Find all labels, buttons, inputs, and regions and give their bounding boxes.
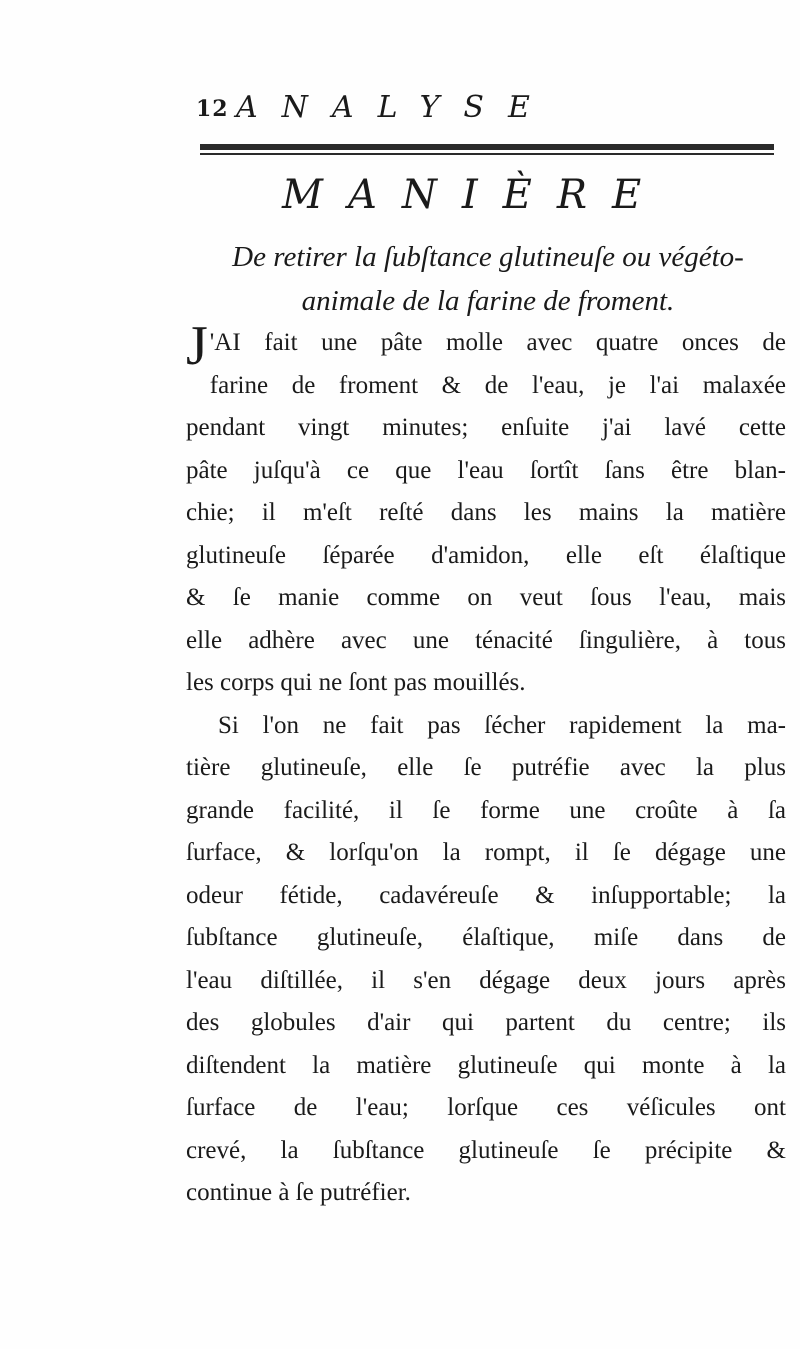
text-line: ſurface de l'eau; lorſque ces véſicules ont — [186, 1094, 786, 1121]
text-line: pâte juſqu'à ce que l'eau ſortît ſans être blan- — [186, 456, 786, 484]
text-line: l'eau diſtillée, il s'en dégage deux jours après — [186, 966, 786, 994]
text-line: farine de froment & de l'eau, je l'ai malaxée — [209, 371, 786, 399]
text-line: tière glutineuſe, elle ſe putréfie avec la plus — [186, 754, 786, 781]
text-line: des globules d'air qui partent du centre; ils — [186, 1009, 786, 1036]
text-line: ſubſtance glutineuſe, élaſtique, miſe dans de — [186, 924, 786, 951]
text-line: glutineuſe ſéparée d'amidon, elle eſt élaſtique — [186, 541, 786, 569]
text-line: elle adhère avec une ténacité ſingulière, à tous — [186, 626, 786, 654]
text-line: ſurface, & lorſqu'on la rompt, il ſe dégage une — [186, 839, 786, 866]
section-subtitle — [208, 235, 768, 323]
page-number: 12 — [196, 96, 229, 122]
text-line: les corps qui ne ſont pas mouillés. — [186, 669, 526, 696]
text-line: grande facilité, il ſe forme une croûte à ſa — [186, 796, 786, 824]
text-line: crevé, la ſubſtance glutineuſe ſe précipite & — [186, 1136, 786, 1164]
text-line: diſtendent la matière glutineuſe qui monte à la — [186, 1051, 786, 1079]
text-line: Si l'on ne fait pas ſécher rapidement la ma- — [218, 711, 786, 739]
running-title: ANALYSE — [236, 90, 554, 125]
body-text — [186, 315, 786, 1215]
drop-cap: J — [186, 315, 208, 377]
text-line: pendant vingt minutes; enſuite j'ai lavé cette — [186, 414, 786, 441]
text-line: continue à ſe putréfier. — [186, 1179, 411, 1206]
text-line: odeur fétide, cadavéreuſe & inſupportable; la — [186, 881, 786, 909]
subtitle-line-1: De retirer la ſubſtance glutineuſe ou végéto- — [232, 241, 744, 273]
section-heading: MANIÈRE — [282, 172, 667, 218]
paragraph-2 — [186, 705, 786, 1215]
text-line: chie; il m'eſt reſté dans les mains la matière — [186, 499, 786, 526]
header-rule-thick — [200, 144, 774, 150]
text-line: & ſe manie comme on veut ſous l'eau, mais — [186, 584, 786, 611]
header-rule-thin — [200, 153, 774, 155]
subtitle-line-2: animale de la farine de froment. — [301, 285, 675, 317]
paragraph-1 — [186, 315, 786, 705]
text-line: 'AI fait une pâte molle avec quatre onces de — [209, 329, 786, 356]
running-head — [196, 90, 796, 136]
